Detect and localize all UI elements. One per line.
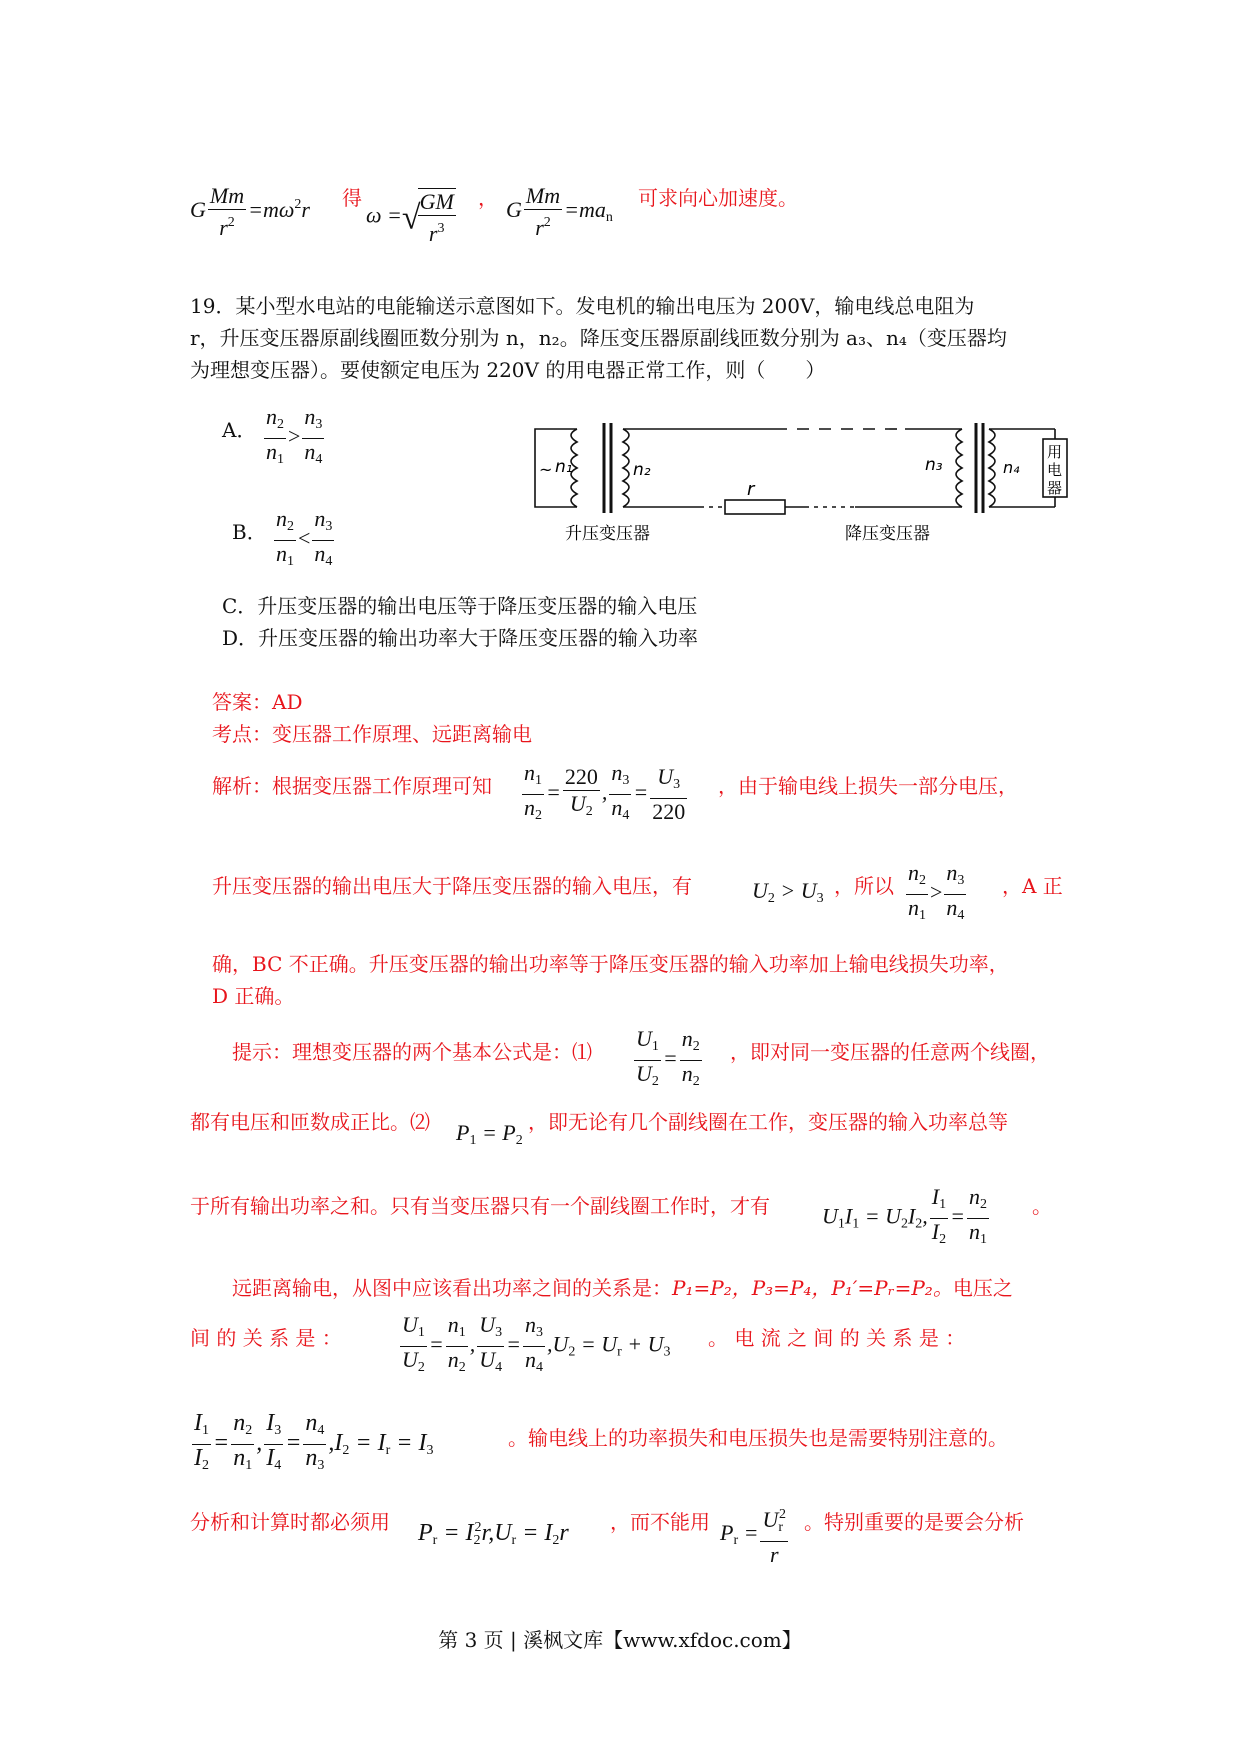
- transmission-diagram: [525, 415, 1015, 545]
- voltage-relation-formula: $\frac{U_1}{U_2}$ = $\frac{n_1}{n_2}$ , $\frac{U_3}{U_4}$ = $\frac{n_3}{n_4}$ $,U_2 = U_r + U_3$: [402, 1312, 671, 1375]
- analysis-prefix: 解析：根据变压器工作原理可知: [212, 774, 492, 798]
- question-text-1: 某小型水电站的电能输送示意图如下。发电机的输出电压为 200V，输电线总电阻为: [235, 294, 975, 318]
- voltage-inequality: $U_2 > U_3$: [752, 878, 824, 906]
- question-number: 19．: [190, 294, 236, 318]
- analysis-formula: $\frac{n_1}{n_2}$ = $\frac{220}{U_2}$ , $\frac{n_3}{n_4}$ = $\frac{U_3}{220}$: [524, 760, 686, 824]
- analysis-line-2-mid: ，所以: [834, 874, 894, 898]
- current-formula: $U_1I_1 = U_2I_2$, $\frac{I_1}{I_2}$ = $\frac{n_2}{n_1}$: [822, 1184, 987, 1247]
- hint-line-2-suffix: ，即无论有几个副线圈在工作，变压器的输入功率总等: [528, 1110, 1008, 1134]
- calc-suffix: 。特别重要的是要会分析: [804, 1510, 1024, 1534]
- n3-label: n₃: [925, 455, 943, 475]
- calc-prefix: 分析和计算时都必须用: [190, 1510, 390, 1534]
- n1-label: n₁: [555, 457, 573, 477]
- answer-line: 答案：AD: [212, 690, 303, 714]
- load-circuit: [985, 415, 1075, 525]
- loss-formula: $P_r = I_2^2r,U_r = I_2r$: [418, 1520, 569, 1548]
- analysis-line-2: [212, 860, 1072, 930]
- wrong-formula: $P_r$ = $\frac{U_r^2}{r}$: [720, 1502, 790, 1568]
- calc-mid: ，而不能用: [610, 1510, 710, 1534]
- analysis-line-3: 确，BC 不正确。升压变压器的输出功率等于降压变压器的输入功率加上输电线损失功率，: [212, 952, 1009, 976]
- analysis-line-2-suffix: ，A 正: [1002, 874, 1063, 898]
- voltage-relation-line: [190, 1312, 1070, 1386]
- hint-voltage-formula: $\frac{U_1}{U_2}$ = $\frac{n_2}{n_2}$: [636, 1026, 700, 1089]
- n2-label: n₂: [633, 460, 651, 480]
- step-up-label: 升压变压器: [565, 524, 650, 544]
- current-label: 。 电 流 之 间 的 关 系 是 ：: [708, 1326, 966, 1350]
- voltage-label: 间 的 关 系 是 ：: [190, 1326, 342, 1350]
- option-c: C．升压变压器的输出电压等于降压变压器的输入电压: [222, 594, 698, 618]
- hint-suffix-1: ，即对同一变压器的任意两个线圈，: [730, 1040, 1050, 1064]
- hint-prefix: 提示：理想变压器的两个基本公式是：⑴: [232, 1040, 592, 1064]
- hint-line-2: [190, 1106, 1070, 1156]
- topic-line: 考点：变压器工作原理、远距离输电: [212, 722, 532, 746]
- ac-source-symbol: ~: [539, 460, 553, 479]
- n4-label: n₄: [1003, 458, 1020, 477]
- hint-line-3: [190, 1184, 1070, 1254]
- current-relation-formula: $\frac{I_1}{I_2}$ = $\frac{n_2}{n_1}$ , $\frac{I_3}{I_4}$ = $\frac{n_4}{n_3}$ $,I_2 = I_r = I_3$: [194, 1410, 434, 1473]
- hint-line-3-prefix: 于所有输出功率之和。只有当变压器只有一个副线圈工作时，才有: [190, 1194, 770, 1218]
- page-footer: 第 3 页 | 溪枫文库【www.xfdoc.com】: [438, 1628, 802, 1652]
- option-d: D．升压变压器的输出功率大于降压变压器的输入功率: [222, 626, 699, 650]
- question-line-3: 为理想变压器）。要使额定电压为 220V 的用电器正常工作，则（ ）: [190, 358, 826, 382]
- hint-line-2-prefix: 都有电压和匝数成正比。⑵: [190, 1110, 430, 1134]
- load-char-1: 用: [1047, 443, 1063, 461]
- analysis-line-2-prefix: 升压变压器的输出电压大于降压变压器的输入电压，有: [212, 874, 692, 898]
- calc-line: [190, 1500, 1070, 1576]
- analysis-suffix: ，由于输电线上损失一部分电压，: [718, 774, 1018, 798]
- question-line-2: r，升压变压器原副线圈匝数分别为 n，n₂。降压变压器原副线匝数分别为 a₃、n₄（变压器均: [190, 326, 1007, 350]
- option-b-label: B．: [232, 520, 267, 544]
- hint-line-1: [232, 1026, 1072, 1100]
- gravity-formula: G $\frac{Mm}{r^2}$ $=m\omega^2r$: [190, 183, 310, 240]
- hint-line-3-suffix: 。: [1032, 1194, 1052, 1218]
- loss-note: 。输电线上的功率损失和电压损失也是需要特别注意的。: [508, 1426, 1008, 1450]
- omega-formula: ω =√ $\frac{GM}{r^3}$: [366, 189, 454, 246]
- comma-1: ，: [478, 186, 498, 210]
- resistor-label: r: [747, 479, 755, 500]
- current-relation-line: [190, 1410, 1070, 1486]
- far-line-powers: P₁=P₂，P₃=P₄，P₁′=Pᵣ=P₂。: [672, 1276, 953, 1300]
- option-a-formula: $\frac{n_2}{n_1}$ > $\frac{n_3}{n_4}$: [266, 404, 323, 467]
- far-transmission-line: [232, 1272, 1013, 1304]
- power-equality: $P_1 = P_2$: [456, 1120, 523, 1148]
- got-word: 得: [342, 186, 362, 210]
- top-formula-line: [190, 178, 1090, 248]
- load-char-2: 电: [1047, 461, 1063, 479]
- step-down-label: 降压变压器: [845, 524, 930, 544]
- acceleration-formula: G $\frac{Mm}{r^2}$ $=ma_n$: [506, 183, 613, 240]
- far-line-suffix: 电压之: [952, 1276, 1013, 1300]
- turns-inequality: $\frac{n_2}{n_1}$ > $\frac{n_3}{n_4}$: [908, 860, 965, 923]
- acceleration-note: 可求向心加速度。: [638, 186, 798, 210]
- option-b-formula: $\frac{n_2}{n_1}$ < $\frac{n_3}{n_4}$: [276, 506, 333, 569]
- analysis-line-4: D 正确。: [212, 984, 295, 1008]
- question-line-1: [190, 290, 1070, 322]
- option-a-label: A．: [222, 418, 257, 442]
- far-line-prefix: 远距离输电，从图中应该看出功率之间的关系是：: [232, 1276, 672, 1300]
- load-char-3: 器: [1047, 479, 1063, 497]
- analysis-line-1: [212, 760, 1072, 830]
